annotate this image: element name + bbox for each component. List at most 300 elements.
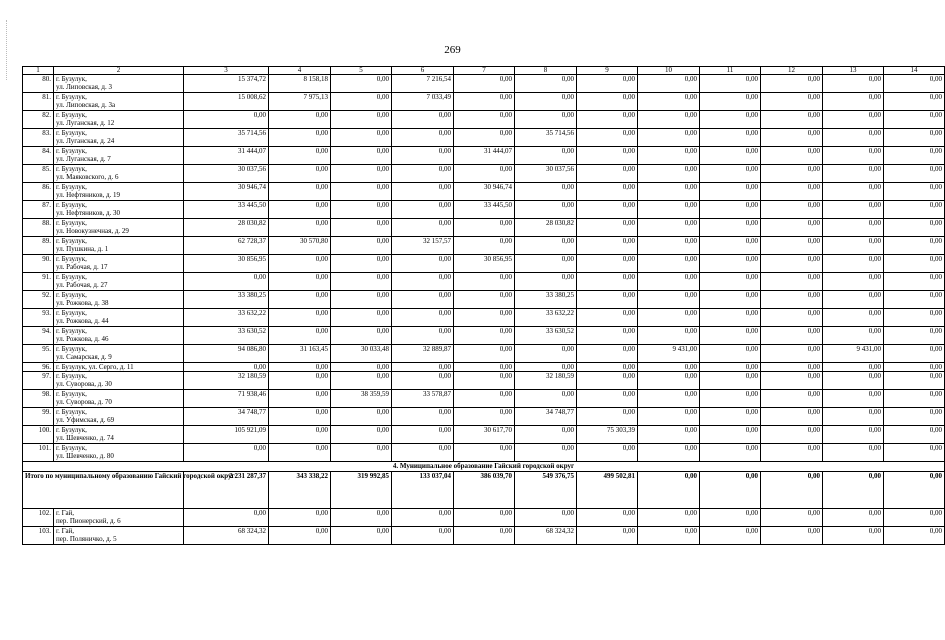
value-cell: 0,00 bbox=[577, 93, 638, 111]
value-cell: 0,00 bbox=[331, 509, 392, 527]
value-cell: 0,00 bbox=[515, 444, 577, 462]
value-cell: 68 324,32 bbox=[184, 527, 269, 545]
column-number-cell: 7 bbox=[454, 67, 515, 75]
row-number-cell: 93. bbox=[23, 309, 54, 327]
value-cell: 0,00 bbox=[454, 509, 515, 527]
row-number-cell: 83. bbox=[23, 129, 54, 147]
value-cell: 0,00 bbox=[331, 372, 392, 390]
value-cell: 0,00 bbox=[392, 444, 454, 462]
column-number-cell: 6 bbox=[392, 67, 454, 75]
table-row bbox=[23, 527, 945, 545]
value-cell: 0,00 bbox=[884, 219, 945, 237]
value-cell: 0,00 bbox=[823, 509, 884, 527]
value-cell: 0,00 bbox=[700, 183, 761, 201]
value-cell: 0,00 bbox=[577, 75, 638, 93]
table-row bbox=[23, 363, 945, 372]
value-cell: 0,00 bbox=[823, 75, 884, 93]
address-line: г. Бузулук, bbox=[56, 237, 87, 245]
value-cell: 0,00 bbox=[823, 111, 884, 129]
value-cell: 0,00 bbox=[454, 345, 515, 363]
column-number-cell: 8 bbox=[515, 67, 577, 75]
value-cell: 0,00 bbox=[700, 75, 761, 93]
value-cell: 0,00 bbox=[761, 527, 823, 545]
table-row bbox=[23, 426, 945, 444]
value-cell: 0,00 bbox=[515, 201, 577, 219]
address-line: ул. Шевченко, д. 74 bbox=[56, 434, 114, 442]
value-cell: 0,00 bbox=[823, 327, 884, 345]
value-cell: 0,00 bbox=[638, 509, 700, 527]
row-number-cell: 99. bbox=[23, 408, 54, 426]
address-line: г. Бузулук, bbox=[56, 93, 87, 101]
address-cell bbox=[54, 219, 184, 237]
value-cell: 28 030,82 bbox=[515, 219, 577, 237]
value-cell: 0,00 bbox=[577, 219, 638, 237]
value-cell: 0,00 bbox=[700, 527, 761, 545]
value-cell: 33 380,25 bbox=[184, 291, 269, 309]
value-cell: 0,00 bbox=[884, 527, 945, 545]
value-cell: 0,00 bbox=[761, 93, 823, 111]
page-number: 269 bbox=[444, 44, 461, 56]
table-row bbox=[23, 93, 945, 111]
address-line: г. Бузулук, bbox=[56, 408, 87, 416]
value-cell: 0,00 bbox=[454, 273, 515, 291]
address-line: ул. Рабочая, д. 27 bbox=[56, 281, 108, 289]
total-row bbox=[23, 472, 945, 509]
value-cell: 0,00 bbox=[577, 372, 638, 390]
address-line: ул. Липовская, д. 3 bbox=[56, 83, 112, 91]
address-cell bbox=[54, 291, 184, 309]
value-cell: 0,00 bbox=[823, 444, 884, 462]
value-cell: 0,00 bbox=[700, 372, 761, 390]
address-line: г. Бузулук, ул. Серго, д. 11 bbox=[56, 363, 134, 371]
value-cell: 0,00 bbox=[700, 390, 761, 408]
value-cell: 0,00 bbox=[638, 408, 700, 426]
address-line: г. Бузулук, bbox=[56, 255, 87, 263]
value-cell: 0,00 bbox=[515, 363, 577, 372]
value-cell: 0,00 bbox=[761, 345, 823, 363]
address-line: г. Бузулук, bbox=[56, 345, 87, 353]
value-cell: 0,00 bbox=[269, 527, 331, 545]
row-number-cell: 100. bbox=[23, 426, 54, 444]
value-cell: 0,00 bbox=[392, 183, 454, 201]
column-number-row bbox=[23, 67, 945, 75]
value-cell: 0,00 bbox=[700, 408, 761, 426]
value-cell: 0,00 bbox=[638, 93, 700, 111]
address-cell bbox=[54, 372, 184, 390]
address-line: ул. Шевченко, д. 80 bbox=[56, 452, 114, 460]
address-cell bbox=[54, 183, 184, 201]
value-cell: 0,00 bbox=[331, 129, 392, 147]
address-cell bbox=[54, 201, 184, 219]
value-cell: 62 728,37 bbox=[184, 237, 269, 255]
value-cell: 0,00 bbox=[638, 527, 700, 545]
value-cell: 0,00 bbox=[700, 273, 761, 291]
value-cell: 32 889,87 bbox=[392, 345, 454, 363]
value-cell: 0,00 bbox=[331, 291, 392, 309]
value-cell: 0,00 bbox=[761, 372, 823, 390]
value-cell: 0,00 bbox=[577, 255, 638, 273]
value-cell: 0,00 bbox=[823, 255, 884, 273]
table-row bbox=[23, 255, 945, 273]
value-cell: 0,00 bbox=[454, 390, 515, 408]
value-cell: 0,00 bbox=[331, 147, 392, 165]
value-cell: 0,00 bbox=[761, 75, 823, 93]
value-cell: 0,00 bbox=[638, 273, 700, 291]
address-cell bbox=[54, 444, 184, 462]
column-number-cell: 14 bbox=[884, 67, 945, 75]
address-cell bbox=[54, 309, 184, 327]
value-cell: 0,00 bbox=[884, 237, 945, 255]
column-number-cell: 2 bbox=[54, 67, 184, 75]
column-number-cell: 5 bbox=[331, 67, 392, 75]
value-cell: 0,00 bbox=[454, 372, 515, 390]
value-cell: 9 431,00 bbox=[823, 345, 884, 363]
value-cell: 0,00 bbox=[331, 273, 392, 291]
total-value-cell: 343 338,22 bbox=[269, 472, 331, 509]
value-cell: 0,00 bbox=[638, 129, 700, 147]
value-cell: 0,00 bbox=[700, 219, 761, 237]
address-line: ул. Рожкова, д. 46 bbox=[56, 335, 109, 343]
value-cell: 0,00 bbox=[638, 372, 700, 390]
value-cell: 0,00 bbox=[515, 111, 577, 129]
value-cell: 0,00 bbox=[884, 291, 945, 309]
value-cell: 0,00 bbox=[700, 426, 761, 444]
address-line: ул. Рабочая, д. 17 bbox=[56, 263, 108, 271]
value-cell: 0,00 bbox=[331, 408, 392, 426]
total-value-cell: 549 376,75 bbox=[515, 472, 577, 509]
address-line: г. Бузулук, bbox=[56, 273, 87, 281]
value-cell: 0,00 bbox=[638, 390, 700, 408]
value-cell: 0,00 bbox=[269, 129, 331, 147]
address-line: ул. Нефтяников, д. 19 bbox=[56, 191, 121, 199]
table-row bbox=[23, 444, 945, 462]
value-cell: 0,00 bbox=[761, 509, 823, 527]
address-cell bbox=[54, 147, 184, 165]
total-value-cell: 2 231 287,37 bbox=[184, 472, 269, 509]
value-cell: 0,00 bbox=[454, 93, 515, 111]
address-line: г. Бузулук, bbox=[56, 183, 87, 191]
address-line: ул. Луганская, д. 7 bbox=[56, 155, 111, 163]
row-number-cell: 91. bbox=[23, 273, 54, 291]
column-number-cell: 9 bbox=[577, 67, 638, 75]
address-line: ул. Уфимская, д. 69 bbox=[56, 416, 115, 424]
value-cell: 30 037,56 bbox=[184, 165, 269, 183]
value-cell: 0,00 bbox=[884, 327, 945, 345]
row-number-cell: 85. bbox=[23, 165, 54, 183]
value-cell: 0,00 bbox=[884, 255, 945, 273]
value-cell: 0,00 bbox=[823, 183, 884, 201]
value-cell: 0,00 bbox=[700, 309, 761, 327]
table-row bbox=[23, 509, 945, 527]
value-cell: 0,00 bbox=[392, 527, 454, 545]
value-cell: 33 632,22 bbox=[515, 309, 577, 327]
value-cell: 0,00 bbox=[823, 273, 884, 291]
value-cell: 0,00 bbox=[638, 75, 700, 93]
value-cell: 0,00 bbox=[823, 527, 884, 545]
value-cell: 0,00 bbox=[269, 183, 331, 201]
table-row bbox=[23, 111, 945, 129]
value-cell: 0,00 bbox=[454, 75, 515, 93]
value-cell: 0,00 bbox=[515, 147, 577, 165]
value-cell: 0,00 bbox=[515, 509, 577, 527]
column-number-cell: 13 bbox=[823, 67, 884, 75]
value-cell: 0,00 bbox=[638, 219, 700, 237]
value-cell: 0,00 bbox=[761, 327, 823, 345]
value-cell: 0,00 bbox=[331, 255, 392, 273]
row-number-cell: 82. bbox=[23, 111, 54, 129]
value-cell: 0,00 bbox=[454, 111, 515, 129]
value-cell: 0,00 bbox=[884, 183, 945, 201]
value-cell: 0,00 bbox=[577, 273, 638, 291]
value-cell: 30 946,74 bbox=[184, 183, 269, 201]
row-number-cell: 94. bbox=[23, 327, 54, 345]
row-number-cell: 97. bbox=[23, 372, 54, 390]
value-cell: 0,00 bbox=[823, 390, 884, 408]
value-cell: 0,00 bbox=[269, 165, 331, 183]
value-cell: 0,00 bbox=[269, 273, 331, 291]
value-cell: 0,00 bbox=[454, 363, 515, 372]
value-cell: 0,00 bbox=[638, 147, 700, 165]
value-cell: 0,00 bbox=[269, 390, 331, 408]
row-number-cell: 88. bbox=[23, 219, 54, 237]
address-cell bbox=[54, 255, 184, 273]
value-cell: 0,00 bbox=[577, 201, 638, 219]
value-cell: 33 630,52 bbox=[184, 327, 269, 345]
address-line: ул. Нефтяников, д. 30 bbox=[56, 209, 121, 217]
value-cell: 0,00 bbox=[454, 219, 515, 237]
value-cell: 0,00 bbox=[331, 237, 392, 255]
total-value-cell: 0,00 bbox=[884, 472, 945, 509]
value-cell: 0,00 bbox=[454, 129, 515, 147]
address-cell bbox=[54, 237, 184, 255]
value-cell: 0,00 bbox=[184, 273, 269, 291]
value-cell: 0,00 bbox=[454, 408, 515, 426]
value-cell: 28 030,82 bbox=[184, 219, 269, 237]
address-line: ул. Рожкова, д. 38 bbox=[56, 299, 109, 307]
address-line: г. Гай, bbox=[56, 509, 75, 517]
value-cell: 0,00 bbox=[269, 255, 331, 273]
value-cell: 0,00 bbox=[884, 129, 945, 147]
value-cell: 0,00 bbox=[700, 201, 761, 219]
value-cell: 0,00 bbox=[331, 93, 392, 111]
value-cell: 0,00 bbox=[638, 111, 700, 129]
row-number-cell: 86. bbox=[23, 183, 54, 201]
value-cell: 0,00 bbox=[761, 291, 823, 309]
address-cell bbox=[54, 273, 184, 291]
address-cell bbox=[54, 426, 184, 444]
value-cell: 0,00 bbox=[884, 426, 945, 444]
row-number-cell: 92. bbox=[23, 291, 54, 309]
address-line: ул. Новокузнечная, д. 29 bbox=[56, 227, 129, 235]
value-cell: 15 008,62 bbox=[184, 93, 269, 111]
value-cell: 0,00 bbox=[392, 372, 454, 390]
value-cell: 33 445,50 bbox=[184, 201, 269, 219]
value-cell: 9 431,00 bbox=[638, 345, 700, 363]
address-line: г. Бузулук, bbox=[56, 75, 87, 83]
table-row bbox=[23, 219, 945, 237]
value-cell: 0,00 bbox=[269, 327, 331, 345]
value-cell: 0,00 bbox=[884, 345, 945, 363]
column-number-cell: 3 bbox=[184, 67, 269, 75]
value-cell: 0,00 bbox=[577, 165, 638, 183]
value-cell: 0,00 bbox=[577, 147, 638, 165]
address-line: г. Бузулук, bbox=[56, 426, 87, 434]
address-cell bbox=[54, 129, 184, 147]
value-cell: 75 303,39 bbox=[577, 426, 638, 444]
value-cell: 0,00 bbox=[515, 75, 577, 93]
value-cell: 35 714,56 bbox=[515, 129, 577, 147]
value-cell: 0,00 bbox=[331, 327, 392, 345]
value-cell: 0,00 bbox=[577, 111, 638, 129]
value-cell: 0,00 bbox=[884, 93, 945, 111]
value-cell: 0,00 bbox=[700, 291, 761, 309]
value-cell: 0,00 bbox=[884, 309, 945, 327]
value-cell: 0,00 bbox=[823, 426, 884, 444]
table-row bbox=[23, 327, 945, 345]
value-cell: 34 748,77 bbox=[184, 408, 269, 426]
value-cell: 0,00 bbox=[392, 327, 454, 345]
value-cell: 0,00 bbox=[515, 345, 577, 363]
address-line: ул. Суворова, д. 70 bbox=[56, 398, 112, 406]
row-number-cell: 81. bbox=[23, 93, 54, 111]
value-cell: 0,00 bbox=[884, 408, 945, 426]
address-cell bbox=[54, 527, 184, 545]
value-cell: 0,00 bbox=[269, 111, 331, 129]
value-cell: 0,00 bbox=[392, 291, 454, 309]
address-line: ул. Луганская, д. 12 bbox=[56, 119, 115, 127]
value-cell: 0,00 bbox=[577, 237, 638, 255]
value-cell: 33 445,50 bbox=[454, 201, 515, 219]
value-cell: 0,00 bbox=[331, 309, 392, 327]
value-cell: 0,00 bbox=[884, 363, 945, 372]
value-cell: 105 921,09 bbox=[184, 426, 269, 444]
row-number-cell: 89. bbox=[23, 237, 54, 255]
section-heading-cell: 4. Муниципальное образование Гайский городской округ bbox=[23, 462, 945, 472]
value-cell: 7 975,13 bbox=[269, 93, 331, 111]
value-cell: 0,00 bbox=[884, 111, 945, 129]
value-cell: 0,00 bbox=[761, 363, 823, 372]
value-cell: 0,00 bbox=[700, 237, 761, 255]
value-cell: 0,00 bbox=[269, 509, 331, 527]
value-cell: 0,00 bbox=[823, 165, 884, 183]
value-cell: 0,00 bbox=[331, 183, 392, 201]
value-cell: 15 374,72 bbox=[184, 75, 269, 93]
value-cell: 0,00 bbox=[823, 309, 884, 327]
value-cell: 0,00 bbox=[700, 93, 761, 111]
total-value-cell: 133 037,04 bbox=[392, 472, 454, 509]
value-cell: 38 359,59 bbox=[331, 390, 392, 408]
value-cell: 0,00 bbox=[700, 444, 761, 462]
value-cell: 0,00 bbox=[269, 147, 331, 165]
table-row bbox=[23, 273, 945, 291]
value-cell: 0,00 bbox=[638, 426, 700, 444]
value-cell: 0,00 bbox=[515, 390, 577, 408]
value-cell: 0,00 bbox=[884, 165, 945, 183]
value-cell: 0,00 bbox=[700, 165, 761, 183]
value-cell: 0,00 bbox=[638, 291, 700, 309]
address-cell bbox=[54, 390, 184, 408]
value-cell: 0,00 bbox=[331, 363, 392, 372]
value-cell: 0,00 bbox=[761, 147, 823, 165]
address-line: ул. Липовская, д. 3а bbox=[56, 101, 116, 109]
address-line: г. Бузулук, bbox=[56, 372, 87, 380]
value-cell: 0,00 bbox=[884, 372, 945, 390]
value-cell: 0,00 bbox=[823, 201, 884, 219]
value-cell: 0,00 bbox=[823, 291, 884, 309]
table-row bbox=[23, 75, 945, 93]
table-row bbox=[23, 201, 945, 219]
row-number-cell: 95. bbox=[23, 345, 54, 363]
value-cell: 34 748,77 bbox=[515, 408, 577, 426]
table-row bbox=[23, 309, 945, 327]
value-cell: 0,00 bbox=[884, 75, 945, 93]
section-heading-row bbox=[23, 462, 945, 472]
row-number-cell: 80. bbox=[23, 75, 54, 93]
value-cell: 0,00 bbox=[331, 219, 392, 237]
value-cell: 0,00 bbox=[269, 291, 331, 309]
value-cell: 7 216,54 bbox=[392, 75, 454, 93]
row-number-cell: 98. bbox=[23, 390, 54, 408]
value-cell: 0,00 bbox=[638, 165, 700, 183]
address-line: ул. Пушкина, д. 1 bbox=[56, 245, 109, 253]
value-cell: 0,00 bbox=[761, 111, 823, 129]
value-cell: 0,00 bbox=[515, 93, 577, 111]
value-cell: 0,00 bbox=[331, 201, 392, 219]
value-cell: 33 632,22 bbox=[184, 309, 269, 327]
table-row bbox=[23, 183, 945, 201]
value-cell: 0,00 bbox=[761, 201, 823, 219]
address-line: г. Бузулук, bbox=[56, 165, 87, 173]
value-cell: 0,00 bbox=[700, 147, 761, 165]
value-cell: 0,00 bbox=[638, 237, 700, 255]
value-cell: 0,00 bbox=[700, 363, 761, 372]
value-cell: 33 380,25 bbox=[515, 291, 577, 309]
value-cell: 0,00 bbox=[884, 273, 945, 291]
value-cell: 30 617,70 bbox=[454, 426, 515, 444]
value-cell: 0,00 bbox=[392, 165, 454, 183]
value-cell: 8 158,18 bbox=[269, 75, 331, 93]
value-cell: 0,00 bbox=[269, 372, 331, 390]
value-cell: 94 086,80 bbox=[184, 345, 269, 363]
table-row bbox=[23, 345, 945, 363]
column-number-cell: 1 bbox=[23, 67, 54, 75]
value-cell: 0,00 bbox=[577, 345, 638, 363]
value-cell: 0,00 bbox=[392, 273, 454, 291]
address-line: г. Бузулук, bbox=[56, 327, 87, 335]
value-cell: 0,00 bbox=[823, 372, 884, 390]
address-line: г. Бузулук, bbox=[56, 390, 87, 398]
value-cell: 0,00 bbox=[761, 165, 823, 183]
value-cell: 0,00 bbox=[884, 509, 945, 527]
row-number-cell: 102. bbox=[23, 509, 54, 527]
value-cell: 0,00 bbox=[638, 309, 700, 327]
value-cell: 32 157,57 bbox=[392, 237, 454, 255]
value-cell: 0,00 bbox=[184, 363, 269, 372]
value-cell: 0,00 bbox=[331, 111, 392, 129]
value-cell: 0,00 bbox=[331, 527, 392, 545]
value-cell: 0,00 bbox=[761, 444, 823, 462]
value-cell: 0,00 bbox=[823, 363, 884, 372]
value-cell: 0,00 bbox=[761, 237, 823, 255]
value-cell: 0,00 bbox=[515, 255, 577, 273]
register-table bbox=[22, 66, 945, 545]
total-value-cell: 386 039,70 bbox=[454, 472, 515, 509]
value-cell: 0,00 bbox=[823, 408, 884, 426]
address-cell bbox=[54, 363, 184, 372]
value-cell: 0,00 bbox=[269, 309, 331, 327]
value-cell: 0,00 bbox=[454, 291, 515, 309]
total-value-cell: 0,00 bbox=[638, 472, 700, 509]
